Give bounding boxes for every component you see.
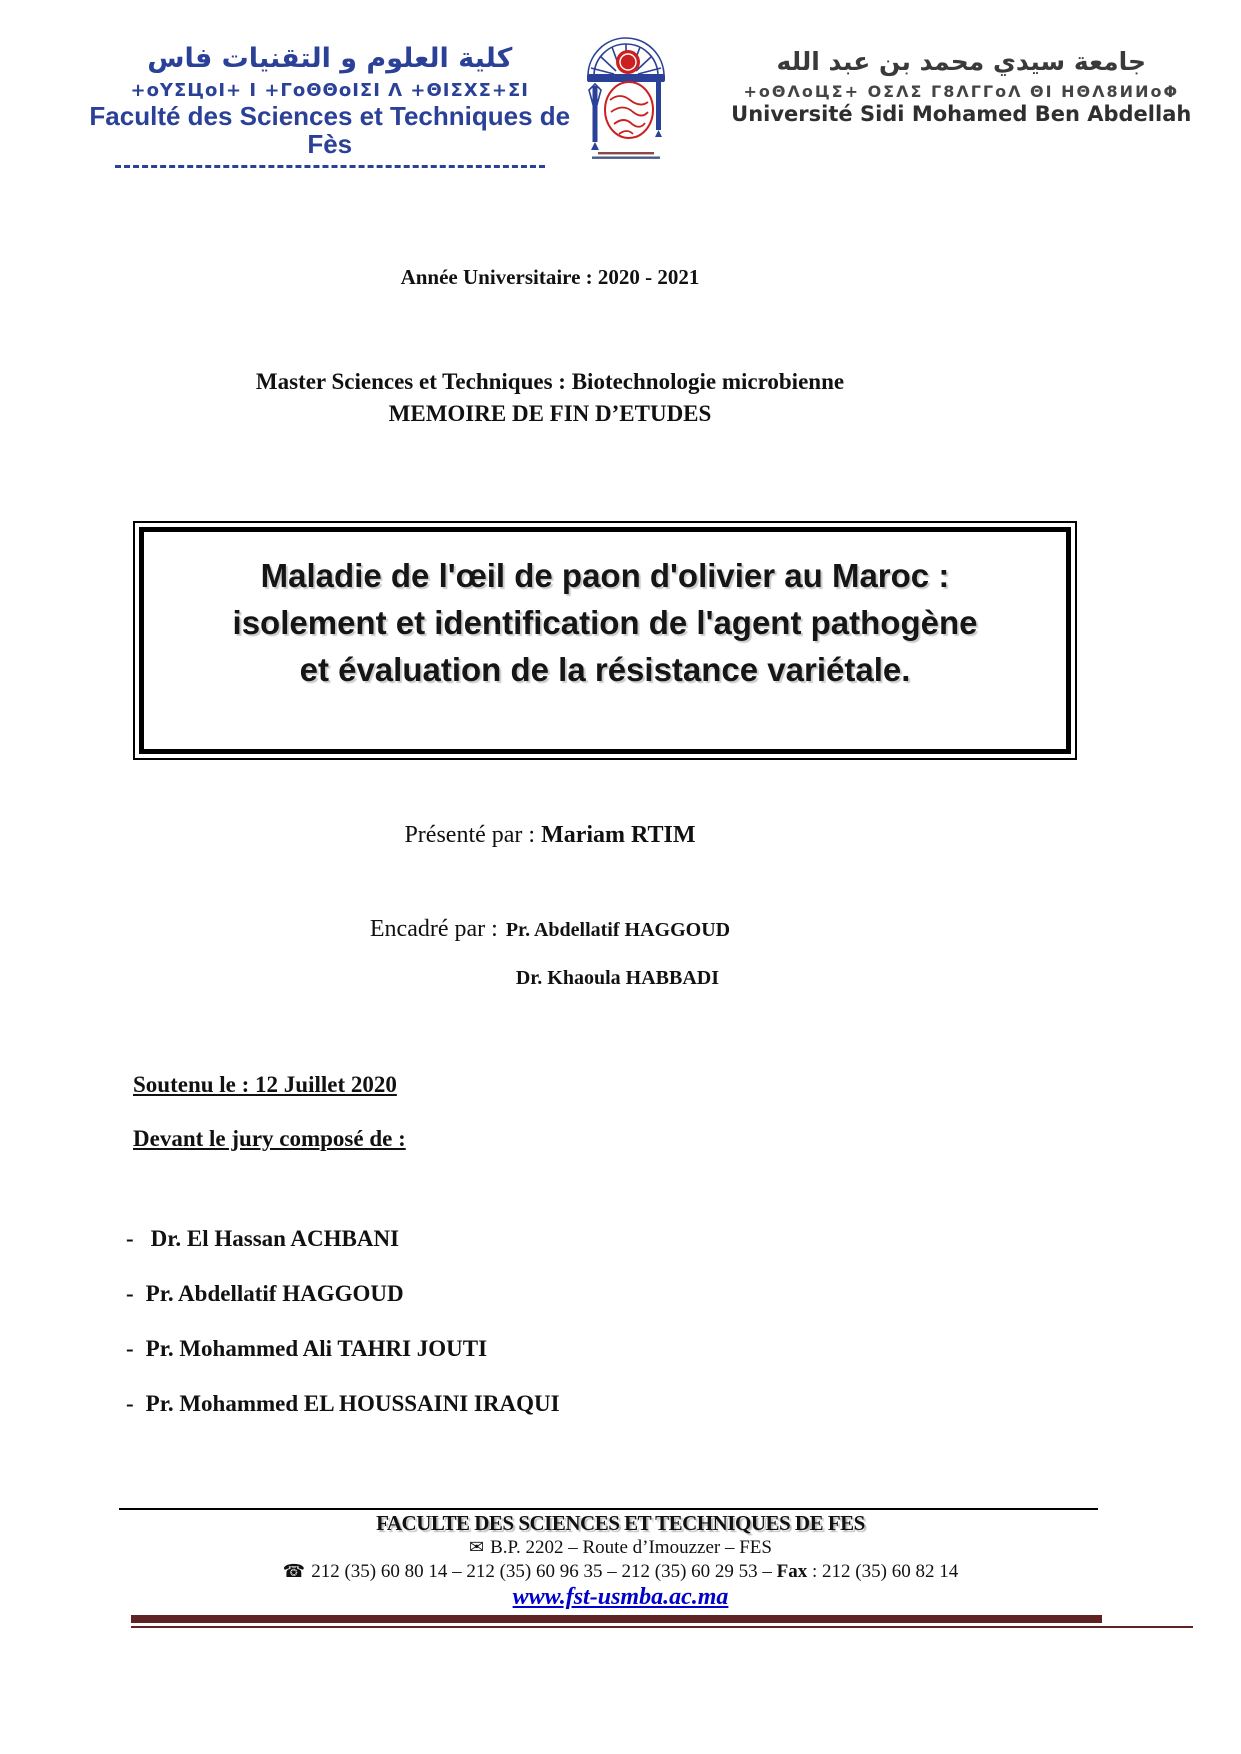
- faculty-name-arabic: كلية العلوم و التقنيات فاس: [147, 43, 513, 74]
- presented-by-line: [0, 822, 1100, 849]
- jury-member: [126, 1281, 560, 1307]
- memoir-type-line: MEMOIRE DE FIN D’ETUDES: [388, 401, 712, 426]
- thesis-title-box: [133, 521, 1077, 760]
- defense-date-line: Soutenu le : 12 Juillet 2020: [133, 1072, 397, 1097]
- jury-member: [126, 1391, 560, 1417]
- program-block: [0, 366, 1100, 430]
- presented-by-label: Présenté par :: [404, 822, 536, 848]
- jury-member-name: Pr. Mohammed EL HOUSSAINI IRAQUI: [145, 1391, 560, 1416]
- footer-fax-number: : 212 (35) 60 82 14: [807, 1561, 959, 1582]
- footer-address-text: B.P. 2202 – Route d’Imouzzer – FES: [490, 1537, 772, 1558]
- dashed-divider: [115, 165, 545, 168]
- supervisor-names: [506, 918, 730, 990]
- university-name-arabic: جامعة سيدي محمد بن عبد الله: [776, 47, 1146, 76]
- academic-year-line: Année Universitaire : 2020 - 2021: [400, 265, 700, 289]
- jury-member-name: Pr. Abdellatif HAGGOUD: [145, 1281, 404, 1306]
- footer-faculty-line: FACULTE DES SCIENCES ET TECHNIQUES DE FES: [376, 1511, 865, 1535]
- jury-heading: Devant le jury composé de :: [133, 1126, 406, 1151]
- list-dash: -: [126, 1226, 134, 1251]
- thesis-title-line-3: et évaluation de la résistance variétale.: [299, 651, 911, 688]
- website-link[interactable]: www.fst-usmba.ac.ma: [512, 1584, 729, 1610]
- list-dash: -: [126, 1336, 134, 1361]
- footer-maroon-rule: [131, 1626, 1193, 1628]
- footer-fax-label: Fax: [776, 1561, 808, 1582]
- page-footer: [0, 1508, 1241, 1628]
- jury-member-name: Pr. Mohammed Ali TAHRI JOUTI: [145, 1336, 488, 1361]
- jury-member-name: Dr. El Hassan ACHBANI: [150, 1226, 400, 1251]
- mail-icon: ✉: [469, 1537, 485, 1558]
- footer-phone-numbers: 212 (35) 60 80 14 – 212 (35) 60 96 35 – 212 (35) 60 29 53 –: [311, 1561, 777, 1582]
- university-name-french: Université Sidi Mohamed Ben Abdellah: [731, 102, 1192, 126]
- phone-icon: ☎: [282, 1561, 306, 1582]
- footer-phone-line: [0, 1560, 1241, 1584]
- supervisor-1: Pr. Abdellatif HAGGOUD: [505, 919, 731, 941]
- page-header: [0, 24, 1241, 168]
- master-program-line: Master Sciences et Techniques : Biotechnologie microbienne: [255, 369, 845, 394]
- university-name-tifinagh: +oΘΛoЦΣ+ ΟΣΛΣ Γ8ΛΓΓoΛ ΘΙ ΗΘΛ8ИИoΦ: [743, 82, 1180, 101]
- jury-list: [126, 1226, 560, 1446]
- jury-member: [126, 1226, 560, 1252]
- thesis-title-line-2: isolement et identification de l'agent pathogène: [232, 604, 978, 641]
- footer-maroon-bar: [131, 1615, 1102, 1623]
- footer-top-rule: [119, 1508, 1098, 1510]
- faculty-header-block: [70, 24, 590, 168]
- university-header-block: [682, 24, 1241, 127]
- footer-address-line: [0, 1536, 1241, 1560]
- supervised-by-label: Encadré par :: [369, 916, 498, 942]
- faculty-name-tifinagh: +oYΣЦoΙ+ Ι +ΓoΘΘoΙΣΙ Λ +ΘΙΣΧΣ+ΣΙ: [130, 80, 530, 101]
- supervised-by-block: [0, 916, 1100, 990]
- thesis-title-inner-frame: [139, 527, 1071, 754]
- university-logo-icon: [578, 24, 674, 162]
- faculty-name-french: Faculté des Sciences et Techniques de Fès: [89, 101, 571, 159]
- supervisor-2: Dr. Khaoula HABBADI: [515, 967, 720, 989]
- footer-website-line: [0, 1584, 1241, 1613]
- thesis-title-line-1: Maladie de l'œil de paon d'olivier au Maroc :: [260, 557, 950, 594]
- jury-member: [126, 1336, 560, 1362]
- list-dash: -: [126, 1391, 134, 1416]
- list-dash: -: [126, 1281, 134, 1306]
- candidate-name: Mariam RTIM: [541, 822, 696, 848]
